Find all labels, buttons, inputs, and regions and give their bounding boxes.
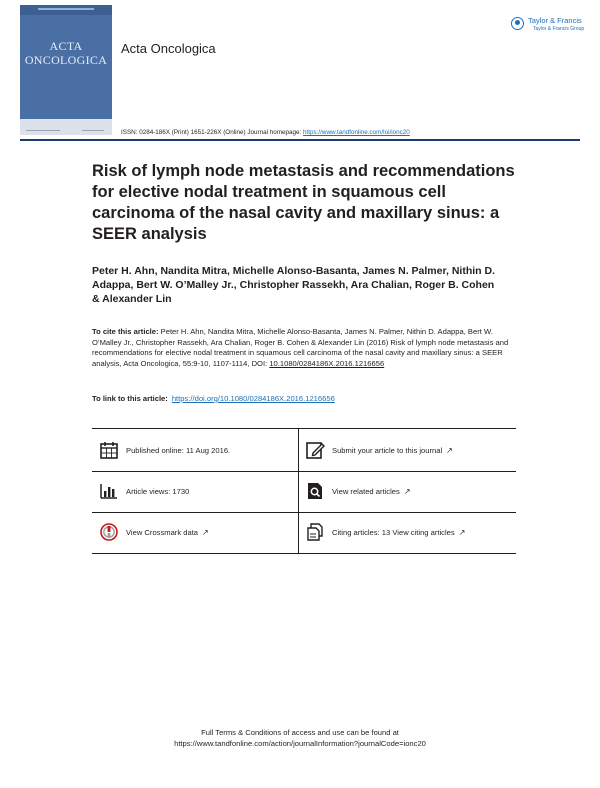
crossmark-link[interactable] xyxy=(99,522,209,542)
citation-text: Peter H. Ahn, Nandita Mitra, Michelle Alonso-Basanta, James N. Palmer, Nithin D. Adappa, Bert W. O’Malley Jr., Christopher Rassekh, Ara Chalian, Roger B. Cohen & Alexander Lin (2016) Risk of lymph node metastasis and recommendations for elective nodal treatment in squamous cell carcinoma of the nasal cavity and maxillary sinus: a SEER analysis, Acta Oncologica, 55:9-10, 1107-1114, DOI: xyxy=(92,327,509,368)
actions-divider-1 xyxy=(298,429,299,471)
actions-divider-3 xyxy=(298,513,299,553)
header-divider xyxy=(20,139,580,141)
external-link-icon: ↗ xyxy=(458,527,466,537)
terms-footer-line1: Full Terms & Conditions of access and use can be found at xyxy=(201,728,399,737)
crossmark-icon xyxy=(99,522,119,542)
bar-chart-icon xyxy=(99,481,119,501)
calendar-icon xyxy=(99,440,119,460)
external-link-icon: ↗ xyxy=(446,445,453,455)
publisher-logo[interactable] xyxy=(511,16,583,38)
citation-label: To cite this article: xyxy=(92,327,159,336)
submit-article-link[interactable] xyxy=(305,440,453,460)
publisher-name: Taylor & Francis xyxy=(528,16,582,25)
citing-articles-text: Citing articles: 13 View citing articles xyxy=(332,527,455,537)
cover-title-line2: ONCOLOGICA xyxy=(24,53,108,67)
citation-doi-link[interactable]: 10.1080/0284186X.2016.1216656 xyxy=(269,358,385,368)
cover-top-bar xyxy=(20,5,112,15)
article-doi-link[interactable]: https://doi.org/10.1080/0284186X.2016.1216656 xyxy=(171,394,335,403)
publisher-subname: Taylor & Francis Group xyxy=(533,26,585,32)
external-link-icon: ↗ xyxy=(403,486,411,496)
article-title: Risk of lymph node metastasis and recommendations for elective nodal treatment in squamous cell carcinoma of the nasal cavity and maxillary sinus: a SEER analysis xyxy=(92,162,515,243)
issn-text: ISSN: 0284-186X (Print) 1651-226X (Online) Journal homepage: xyxy=(121,129,302,136)
publisher-logo-icon xyxy=(511,17,524,30)
edit-icon xyxy=(305,440,325,460)
journal-name: Acta Oncologica xyxy=(121,41,216,56)
journal-homepage-link[interactable]: https://www.tandfonline.com/loi/ionc20 xyxy=(303,129,410,136)
article-authors: Peter H. Ahn, Nandita Mitra, Michelle Alonso-Basanta, James N. Palmer, Nithin D. Adappa, Bert W. O’Malley Jr., Christopher Rassekh, Ara Chalian, Roger B. Cohen & Alexander Lin xyxy=(92,265,495,305)
related-articles-text: View related articles xyxy=(332,486,400,496)
article-link-label: To link to this article: xyxy=(92,394,168,403)
issn-line xyxy=(121,129,410,136)
citation-block xyxy=(92,327,510,369)
crossmark-text: View Crossmark data xyxy=(126,527,199,537)
published-date xyxy=(99,440,230,460)
related-articles-icon xyxy=(305,481,325,501)
terms-footer xyxy=(0,727,600,749)
cover-footer-band xyxy=(20,119,112,135)
article-link-line xyxy=(92,394,335,403)
actions-rule-1 xyxy=(92,471,516,472)
citing-articles-link[interactable] xyxy=(305,522,465,542)
cover-title xyxy=(24,39,108,67)
article-views xyxy=(99,481,189,501)
cover-title-line1: ACTA xyxy=(49,39,83,53)
external-link-icon: ↗ xyxy=(202,527,209,537)
related-articles-link[interactable] xyxy=(305,481,411,501)
actions-top-rule xyxy=(92,428,516,429)
actions-bottom-rule xyxy=(92,553,516,554)
actions-divider-2 xyxy=(298,472,299,512)
published-date-text: Published online: 11 Aug 2016. xyxy=(126,445,231,455)
citing-articles-icon xyxy=(305,522,325,542)
article-views-text: Article views: 1730 xyxy=(126,486,190,496)
submit-article-text: Submit your article to this journal xyxy=(332,445,443,455)
terms-footer-link[interactable]: https://www.tandfonline.com/action/journalInformation?journalCode=ionc20 xyxy=(174,739,426,748)
journal-cover xyxy=(20,5,112,135)
actions-rule-2 xyxy=(92,512,516,513)
